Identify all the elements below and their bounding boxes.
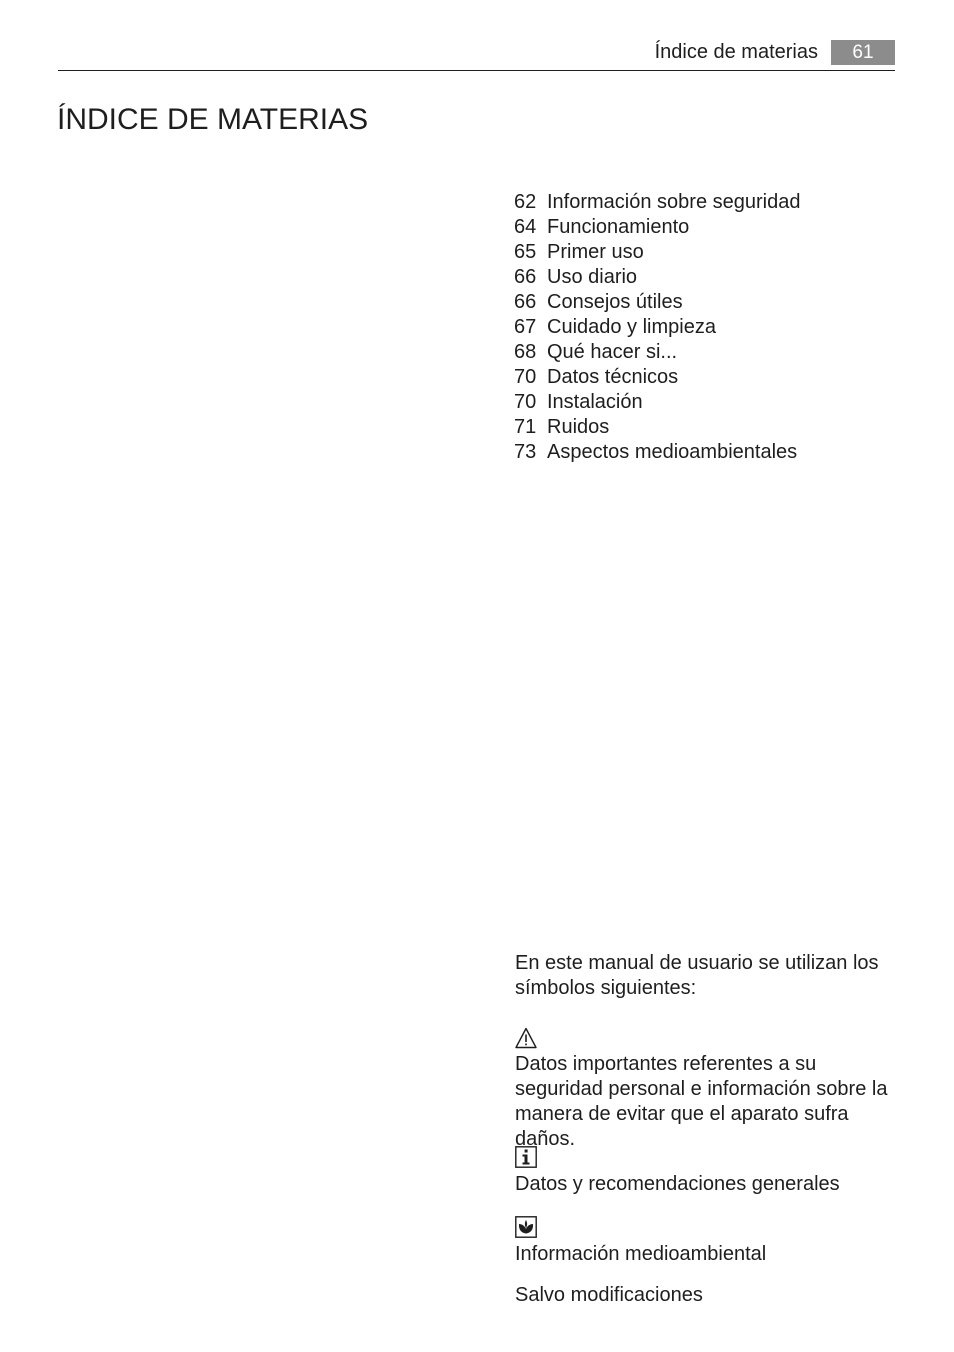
toc-entry-title: Cuidado y limpieza	[547, 316, 716, 338]
toc-page-number: 66	[514, 291, 537, 313]
toc-entry-title: Consejos útiles	[547, 291, 683, 313]
toc-page-number: 64	[514, 216, 537, 238]
toc-entry[interactable]	[514, 190, 800, 215]
toc-entry-title: Datos técnicos	[547, 366, 679, 388]
toc-entry[interactable]	[514, 440, 800, 465]
toc-page-number: 66	[514, 266, 537, 288]
toc-entry-title: Ruidos	[547, 416, 610, 438]
toc-entry[interactable]	[514, 365, 800, 390]
toc-entry[interactable]	[514, 315, 800, 340]
toc-page-number: 73	[514, 441, 537, 463]
toc-entry-title: Uso diario	[547, 266, 638, 288]
toc-entry-title: Aspectos medioambientales	[547, 441, 798, 463]
page-number-badge: 61	[831, 40, 895, 65]
toc-entry-title: Información sobre seguridad	[547, 191, 801, 213]
toc-entry[interactable]	[514, 215, 800, 240]
toc-entry[interactable]	[514, 340, 800, 365]
info-description: Datos y recomendaciones generales	[515, 1173, 840, 1195]
warning-triangle-icon	[515, 1027, 537, 1049]
toc-entry[interactable]	[514, 290, 800, 315]
toc-page-number: 65	[514, 241, 537, 263]
toc-entry[interactable]	[514, 390, 800, 415]
toc-page-number: 67	[514, 316, 537, 338]
environment-description: Información medioambiental	[515, 1243, 767, 1265]
footer-note: Salvo modificaciones	[515, 1284, 703, 1306]
page-title: ÍNDICE DE MATERIAS	[57, 103, 369, 136]
toc-page-number: 71	[514, 416, 537, 438]
toc-entry[interactable]	[514, 415, 800, 440]
toc-entry-title: Primer uso	[547, 241, 644, 263]
toc-entry[interactable]	[514, 265, 800, 290]
toc-entry-title: Qué hacer si...	[547, 341, 678, 363]
toc-page-number: 62	[514, 191, 537, 213]
toc-entry[interactable]	[514, 240, 800, 265]
info-icon	[515, 1146, 537, 1168]
toc-page-number: 70	[514, 366, 537, 388]
warning-description: Datos importantes referentes a su seguridad personal e información sobre la manera de evitar que el aparato sufra daños.	[515, 1053, 888, 1150]
header-divider	[58, 70, 895, 71]
table-of-contents	[514, 190, 800, 465]
toc-page-number: 70	[514, 391, 537, 413]
toc-page-number: 68	[514, 341, 537, 363]
toc-entry-title: Instalación	[547, 391, 643, 413]
environment-icon	[515, 1216, 537, 1238]
running-header-title: Índice de materias	[654, 41, 818, 63]
toc-entry-title: Funcionamiento	[547, 216, 690, 238]
symbols-intro: En este manual de usuario se utilizan los símbolos siguientes:	[515, 952, 879, 999]
